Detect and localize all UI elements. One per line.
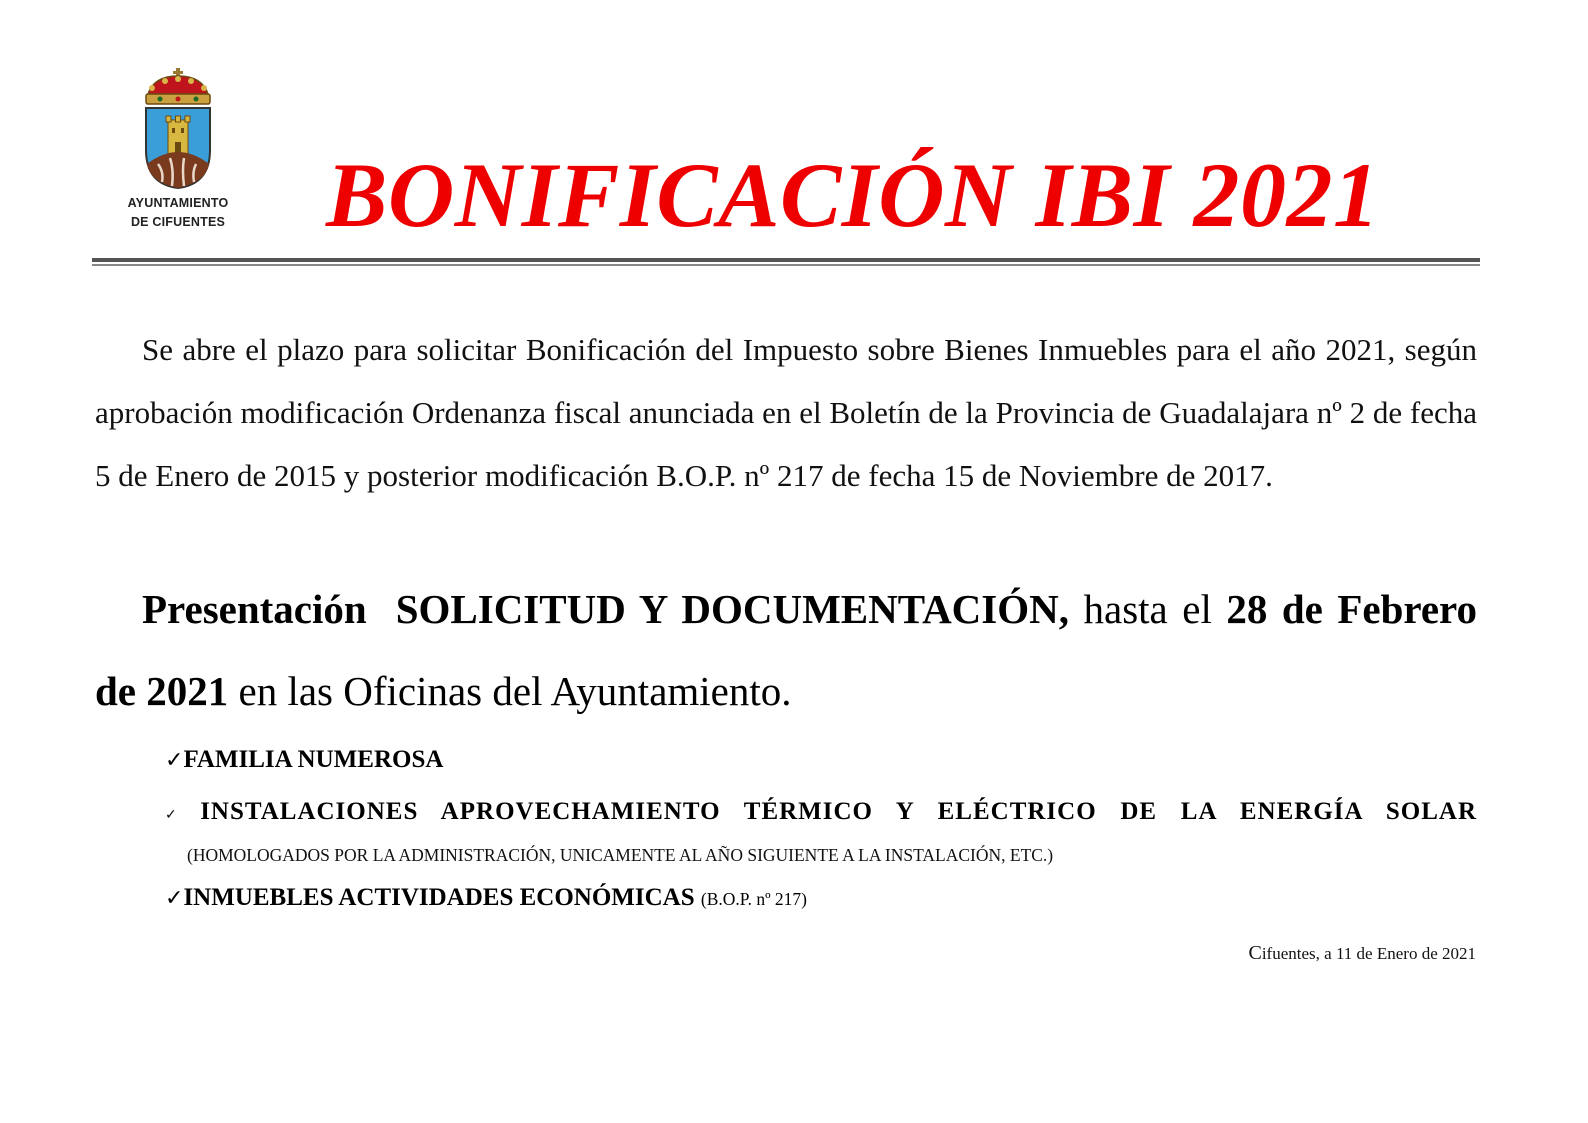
- signature-initial: C: [1248, 942, 1262, 964]
- requirement-item: [165, 742, 1477, 779]
- requirement-item: [165, 880, 1477, 917]
- presentation-until: hasta el: [1083, 586, 1212, 632]
- municipality-logo: [108, 68, 248, 240]
- check-icon: ✓: [165, 886, 184, 911]
- requirement-item: [165, 794, 1477, 833]
- presentation-item: SOLICITUD Y DOCUMENTACIÓN,: [395, 586, 1069, 632]
- requirement-label: INMUEBLES ACTIVIDADES ECONÓMICAS: [183, 884, 695, 911]
- intro-paragraph: Se abre el plazo para solicitar Bonificación del Impuesto sobre Bienes Inmuebles para el año 2021, según aprobación modificación Ordenanza fiscal anunciada en el Boletín de la Provincia de Guadalajara nº 2 de fecha 5 de Enero de 2015 y posterior modificación B.O.P. nº 217 de fecha 15 de Noviembre de 2017.: [95, 332, 1477, 493]
- presentation-lead: Presentación: [142, 586, 367, 632]
- presentation-place: en las Oficinas del Ayuntamiento.: [238, 668, 792, 714]
- presentation-deadline: 28 de Febrero de 2021: [95, 586, 1477, 714]
- signature-rest: ifuentes, a 11 de Enero de 2021: [1261, 944, 1476, 963]
- check-icon: ✓: [165, 807, 195, 823]
- check-icon: ✓: [165, 748, 184, 773]
- logo-line-1: AYUNTAMIENTO: [127, 196, 229, 210]
- header-divider-secondary: [92, 264, 1480, 266]
- requirement-note: (B.O.P. nº 217): [700, 889, 807, 909]
- logo-line-2: DE CIFUENTES: [130, 215, 226, 229]
- coat-of-arms-icon: [140, 68, 216, 190]
- requirement-note: (HOMOLOGADOS POR LA ADMINISTRACIÓN, UNICAMENTE AL AÑO SIGUIENTE A LA INSTALACIÓN, ETC.): [187, 845, 1054, 865]
- municipality-name: [108, 194, 248, 232]
- signature-date: [1248, 940, 1476, 967]
- requirement-label: INSTALACIONES APROVECHAMIENTO TÉRMICO Y ELÉCTRICO DE LA ENERGÍA SOLAR: [200, 798, 1478, 825]
- page-title: BONIFICACIÓN IBI 2021: [326, 144, 1380, 246]
- header-divider: [92, 258, 1480, 262]
- requirement-label: FAMILIA NUMEROSA: [183, 746, 444, 773]
- presentation-paragraph: [95, 568, 1477, 732]
